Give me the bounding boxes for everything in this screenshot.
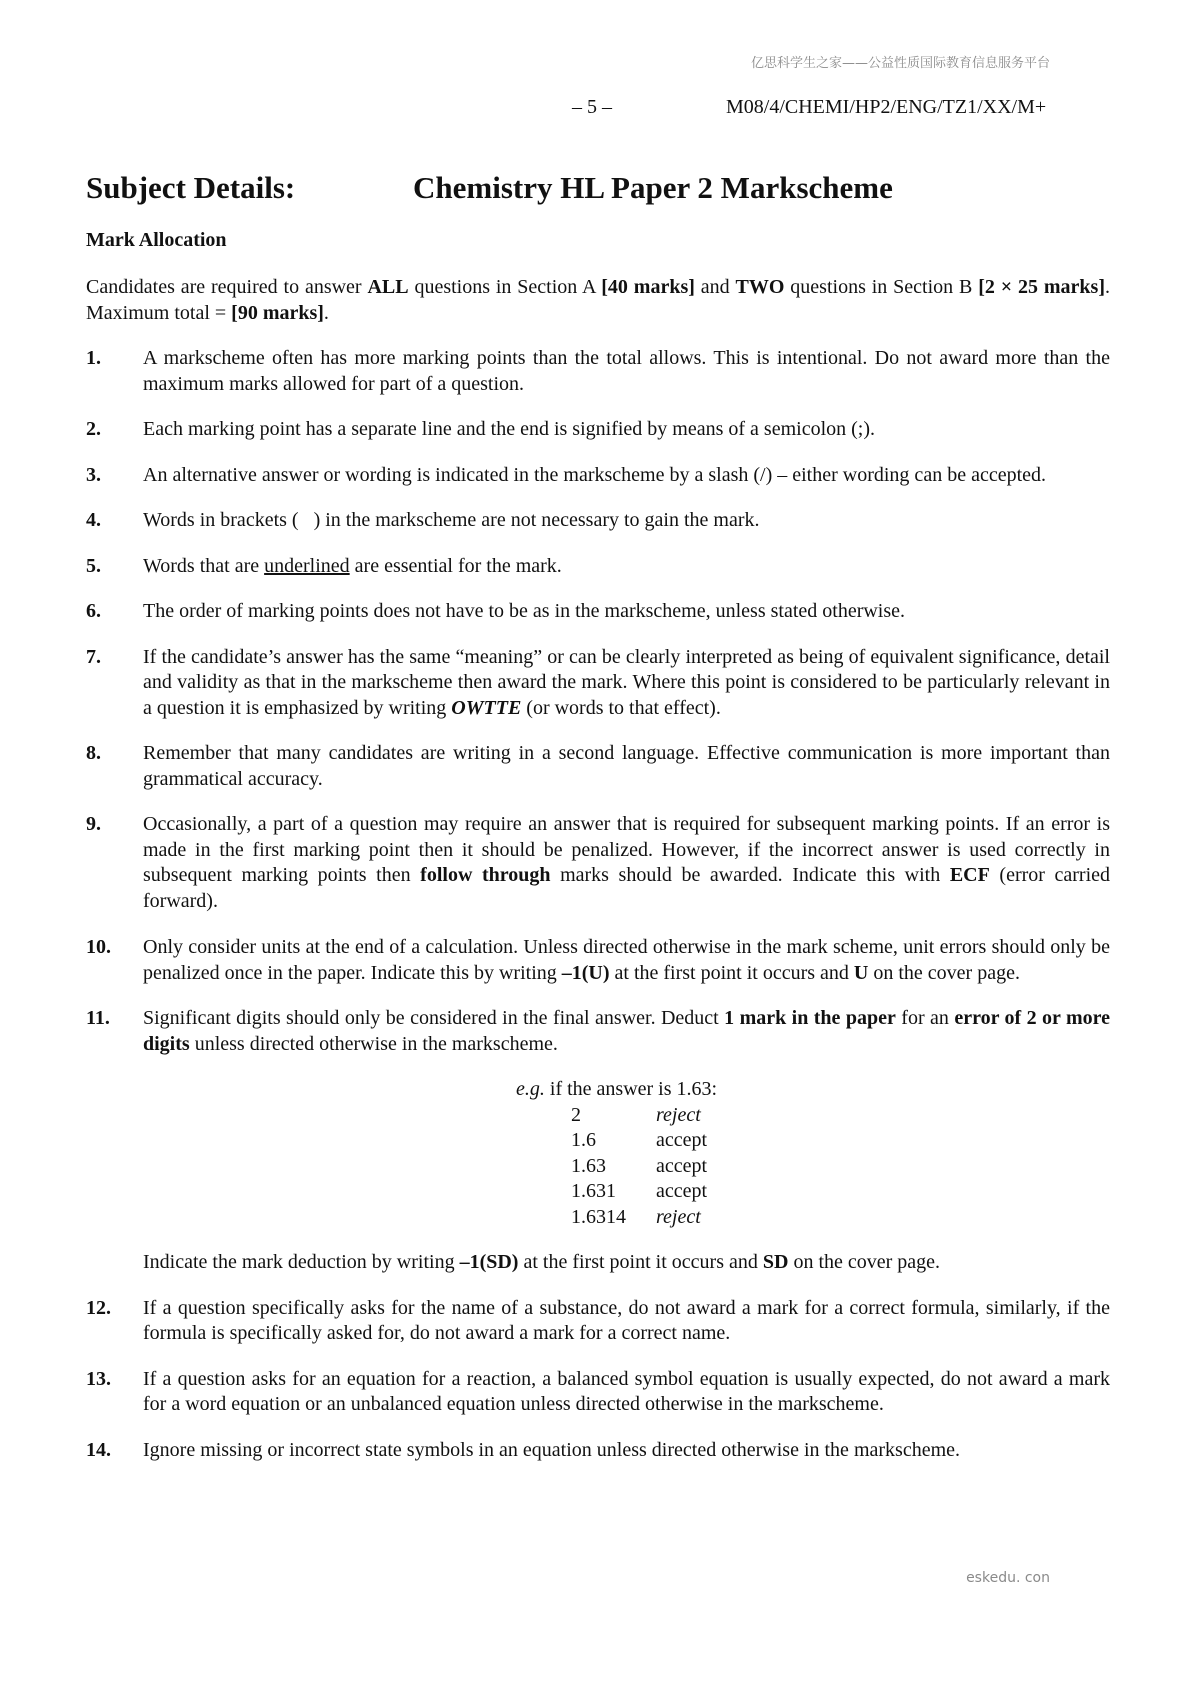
example-row: 1.631 accept: [571, 1180, 708, 1202]
sd-note: Indicate the mark deduction by writing –1(SD) at the first point it occurs and SD on the cover page.: [143, 1251, 941, 1273]
rule-number: 4.: [86, 509, 101, 531]
rule-number: 14.: [86, 1438, 111, 1461]
rule-item: [86, 1006, 1110, 1276]
marking-rules-list: [86, 346, 1110, 1483]
rule-number: 11.: [86, 1007, 110, 1029]
mark-allocation-intro: Candidates are required to answer ALL questions in Section A [40 marks] and TWO questions in Section B [2 × 25 marks]. Maximum total = [90 marks].: [86, 276, 1110, 324]
rule-number: 8.: [86, 742, 101, 764]
rule-number: 6.: [86, 600, 101, 622]
rule-text: Words that are underlined are essential for the mark.: [143, 554, 562, 577]
rule-number: 1.: [86, 347, 101, 369]
rule-text: If a question asks for an equation for a reaction, a balanced symbol equation is usually expected, do not award a mark for a word equation or an unbalanced equation unless directed otherwise in the markscheme.: [143, 1367, 1110, 1415]
rule-text: Each marking point has a separate line and the end is signified by means of a semicolon (;).: [143, 418, 876, 440]
page-title: Chemistry HL Paper 2 Markscheme: [413, 170, 893, 205]
rule-item: [86, 554, 1110, 580]
footer-site-mark: eskedu. con: [966, 1570, 1050, 1586]
rule-number: 13.: [86, 1367, 111, 1390]
rule-item: [86, 1438, 1110, 1464]
rule-text: If the candidate’s answer has the same “meaning” or can be clearly interpreted as being of equivalent significance, detail and validity as that in the markscheme then award the mark. Where this point is considered to be particularly relevant in a question it is emphasized by writing OWTTE (or words to that effect).: [143, 645, 1110, 719]
rule-item: [86, 741, 1110, 792]
example-row: 1.63 accept: [571, 1154, 708, 1177]
rule-number: 3.: [86, 463, 101, 486]
subject-label: Subject Details:: [86, 170, 296, 205]
rule-text: Only consider units at the end of a calculation. Unless directed otherwise in the mark scheme, unit errors should only be penalized once in the paper. Indicate this by writing –1(U) at the first point it occurs and U on the cover page.: [143, 936, 1110, 984]
rule-text: An alternative answer or wording is indicated in the markscheme by a slash (/) – either wording can be accepted.: [143, 463, 1047, 486]
rule-item: [86, 346, 1110, 397]
rule-number: 7.: [86, 645, 101, 668]
rule-item: [86, 812, 1110, 914]
owtte-emphasis: OWTTE: [451, 696, 522, 719]
rule-item: [86, 463, 1110, 489]
rule-item: [86, 645, 1110, 722]
rule-text: Remember that many candidates are writing in a second language. Effective communication is more important than grammatical accuracy.: [143, 742, 1110, 790]
rule-number: 9.: [86, 813, 101, 835]
rule-item: [86, 1296, 1110, 1347]
rule-item: [86, 599, 1110, 625]
rule-number: 12.: [86, 1296, 111, 1319]
significant-digits-example: e.g. if the answer is 1.63: 2 reject 1.6 accept 1.63 accept 1.631 accept 1.6314 reject: [143, 1077, 1110, 1230]
rule-text: Ignore missing or incorrect state symbols in an equation unless directed otherwise in the markscheme.: [143, 1438, 961, 1461]
rule-text: If a question specifically asks for the name of a substance, do not award a mark for a correct formula, similarly, if the formula is specifically asked for, do not award a mark for a correct name.: [143, 1296, 1110, 1344]
watermark-text: 亿思科学生之家——公益性质国际教育信息服务平台: [750, 56, 1050, 71]
rule-item: [86, 417, 1110, 443]
page-number: – 5 –: [572, 96, 612, 118]
underlined-word: underlined: [264, 554, 350, 577]
rule-number: 5.: [86, 554, 101, 577]
rule-item: [86, 935, 1110, 986]
rule-text: Words in brackets ( ) in the markscheme are not necessary to gain the mark.: [143, 509, 760, 531]
document-code: M08/4/CHEMI/HP2/ENG/TZ1/XX/M+: [726, 96, 1047, 118]
example-row: 1.6 accept: [571, 1129, 708, 1151]
rule-number: 2.: [86, 418, 101, 440]
example-row: 2 reject: [571, 1103, 701, 1126]
rule-item: [86, 508, 1110, 534]
example-row: 1.6314 reject: [571, 1205, 701, 1228]
rule-text: Occasionally, a part of a question may require an answer that is required for subsequent marking points. If an error is made in the first marking point then it should be penalized. However, if the incorrect answer is used correctly in subsequent marking points then follow through marks should be awarded. Indicate this with ECF (error carried forward).: [143, 813, 1111, 912]
rule-number: 10.: [86, 936, 111, 958]
rule-text: A markscheme often has more marking points than the total allows. This is intentional. Do not award more than the maximum marks allowed for part of a question.: [143, 347, 1110, 395]
rule-item: [86, 1367, 1110, 1418]
rule-text: The order of marking points does not have to be as in the markscheme, unless stated otherwise.: [143, 600, 906, 622]
mark-allocation-heading: Mark Allocation: [86, 229, 227, 251]
rule-text: Significant digits should only be considered in the final answer. Deduct 1 mark in the paper for an error of 2 or more digits unless directed otherwise in the markscheme. e.g. if the answer is 1.63: 2 reject 1.6 accept 1.63 accept 1.631 accept 1.6314 reject Indicate the mark deduction by writing –1(SD) at the first point it occurs and SD on the cover page.: [143, 1006, 1110, 1276]
